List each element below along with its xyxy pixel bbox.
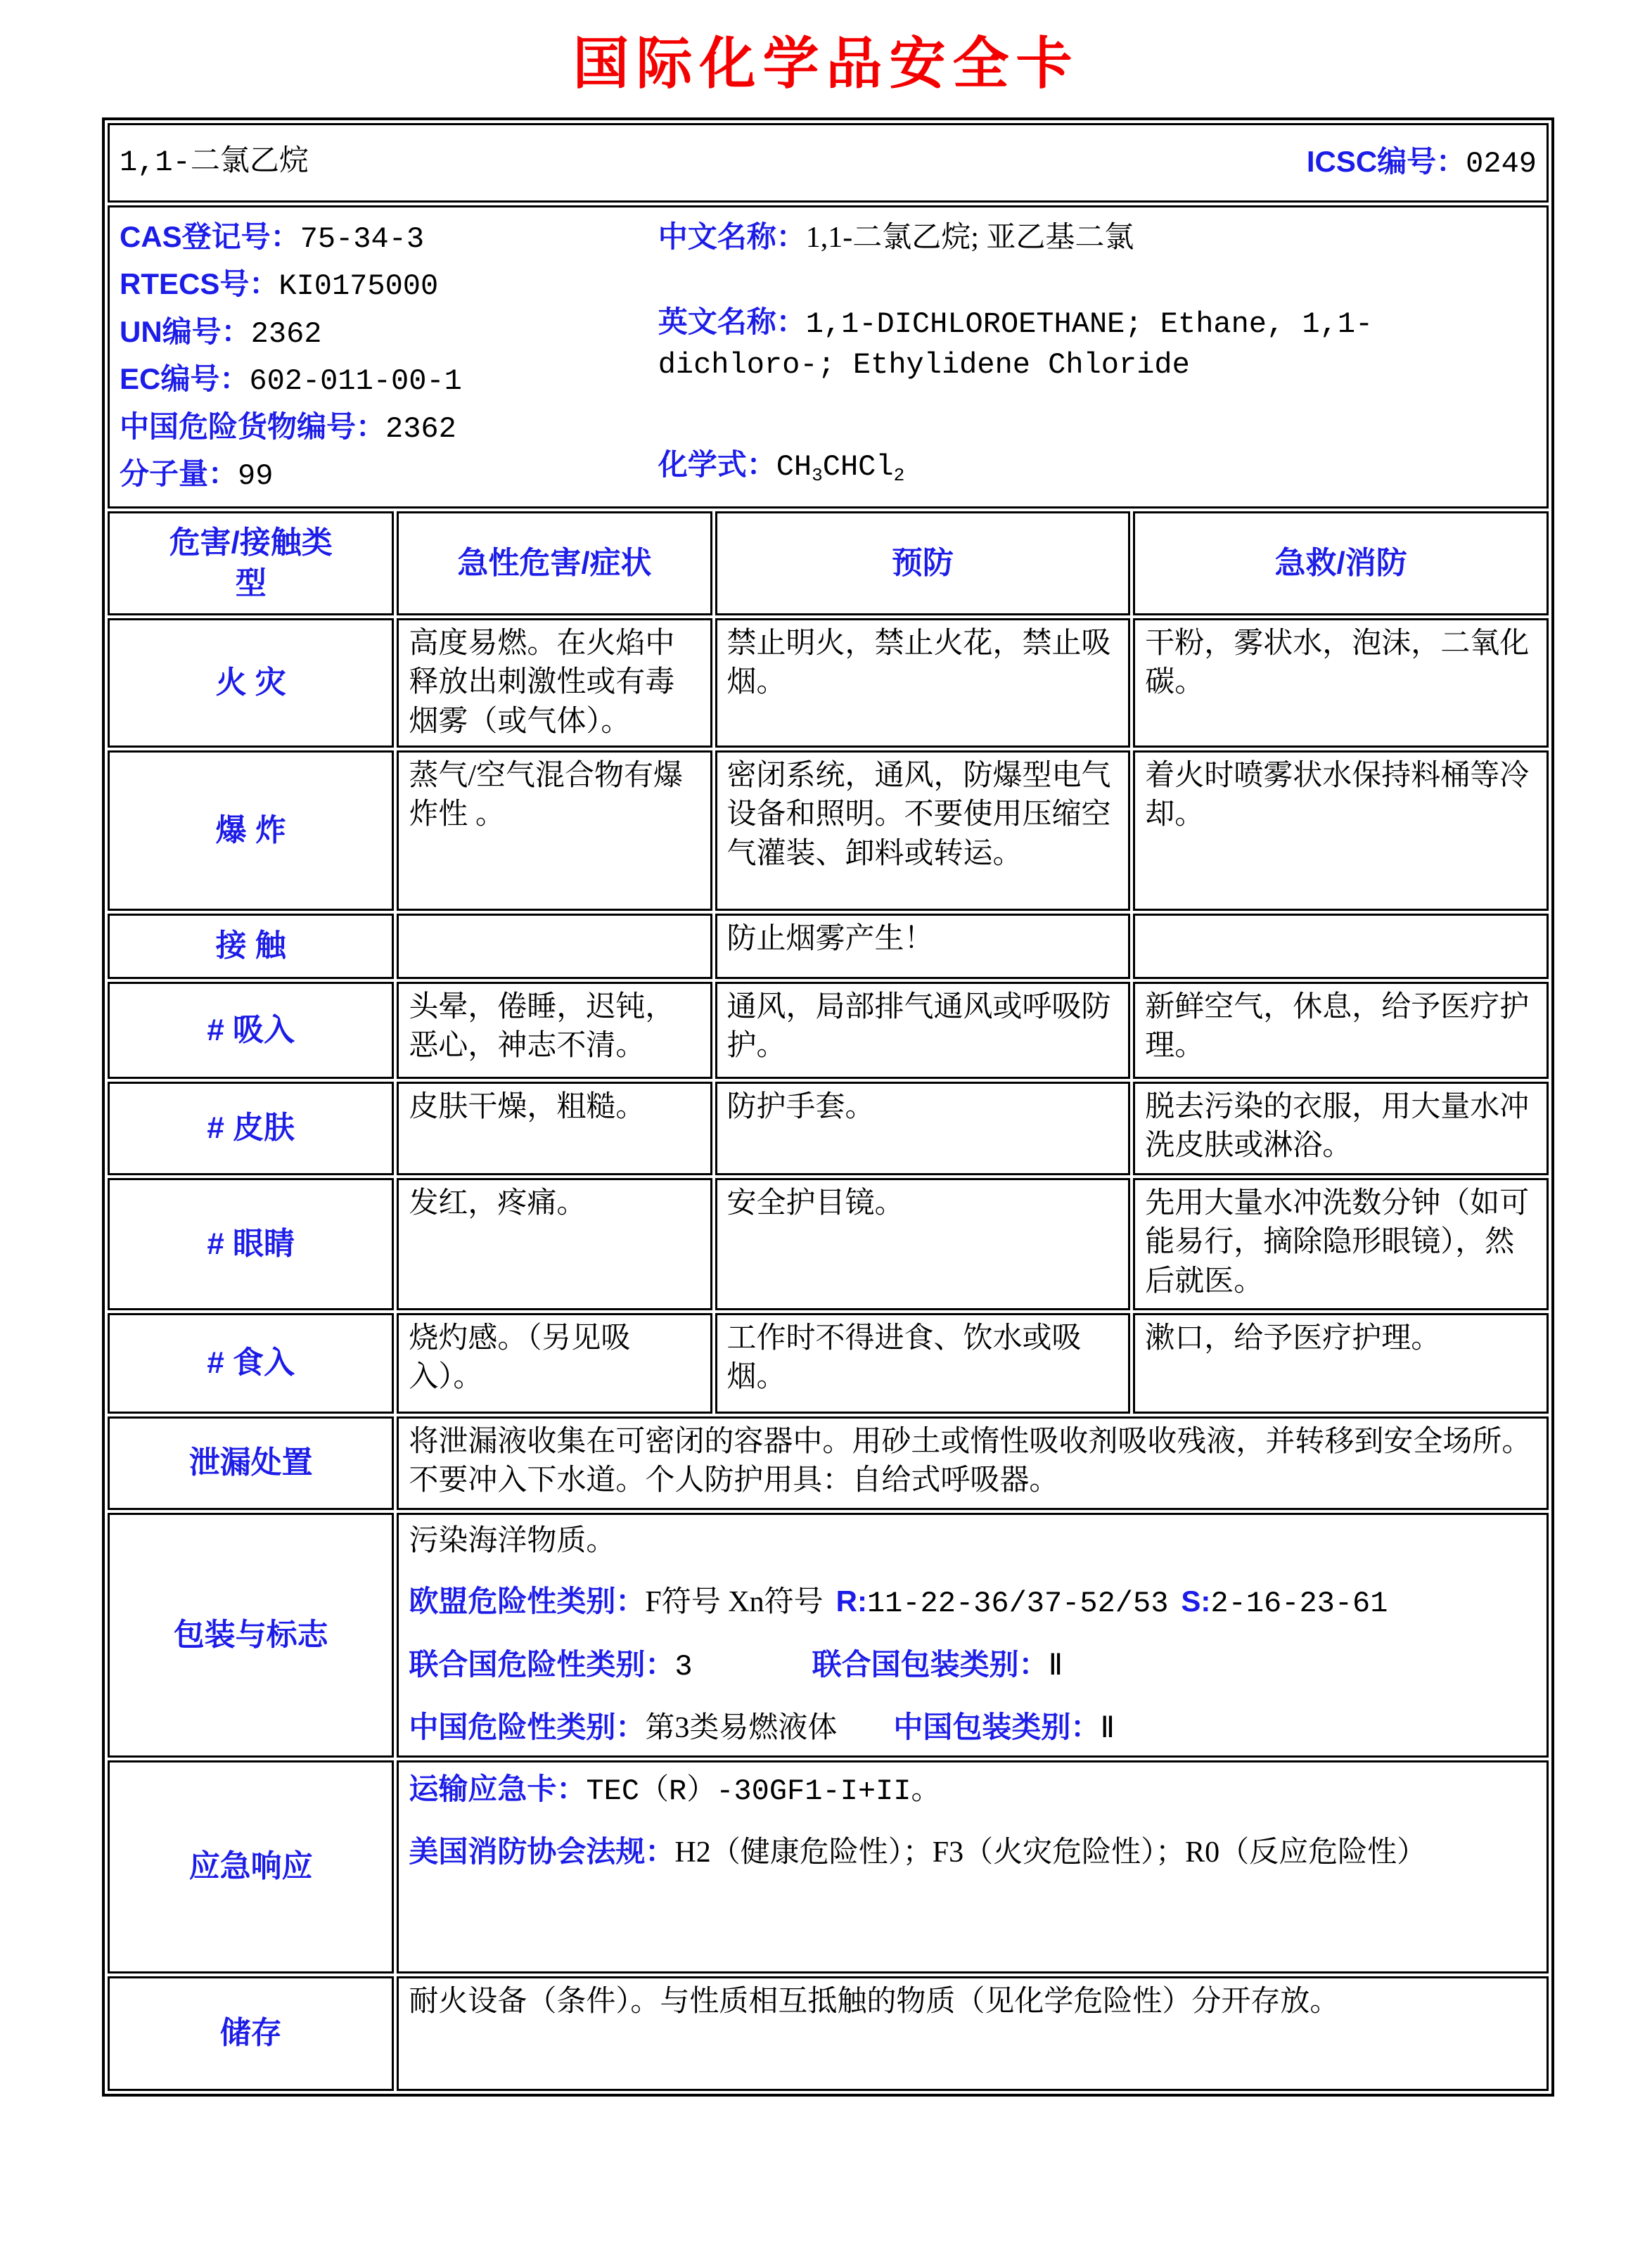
cn-pack-group-value: Ⅱ bbox=[1100, 1712, 1115, 1745]
contact-symptom-cell bbox=[397, 914, 712, 979]
skin-type-label: # 皮肤 bbox=[108, 1082, 394, 1175]
eu-r-phrases-value: 11-22-36/37-52/53 bbox=[866, 1587, 1169, 1621]
inhalation-type-label: # 吸入 bbox=[108, 982, 394, 1079]
inhalation-symptom-cell: 头晕，倦睡，迟钝，恶心，神志不清。 bbox=[397, 982, 712, 1079]
explosion-prevention-cell: 密闭系统，通风，防爆型电气设备和照明。不要使用压缩空气灌装、卸料或转运。 bbox=[715, 750, 1131, 911]
storage-text: 耐火设备（条件）。与性质相互抵触的物质（见化学危险性）分开存放。 bbox=[397, 1976, 1549, 2091]
un-hazard-class-label: 联合国危险性类别： bbox=[409, 1647, 675, 1681]
emergency-response-content bbox=[397, 1760, 1549, 1973]
molecular-weight bbox=[120, 454, 658, 496]
page-title: 国际化学品安全卡 bbox=[572, 30, 1080, 96]
hazard-row-eyes bbox=[108, 1178, 1549, 1310]
names-column bbox=[658, 212, 1537, 502]
cn-hazard-class-label: 中国危险性类别： bbox=[409, 1710, 646, 1744]
emergency-response-label: 应急响应 bbox=[108, 1760, 394, 1973]
identification-row bbox=[108, 205, 1549, 508]
identification-block bbox=[120, 212, 1537, 502]
chinese-name-label: 中文名称： bbox=[658, 220, 806, 253]
hazard-row-skin bbox=[108, 1082, 1549, 1175]
eyes-firstaid-cell: 先用大量水冲洗数分钟（如可能易行，摘除隐形眼镜），然后就医。 bbox=[1133, 1178, 1549, 1310]
ingestion-prevention-cell: 工作时不得进食、饮水或吸烟。 bbox=[715, 1313, 1131, 1414]
fire-symptom-cell: 高度易燃。在火焰中释放出刺激性或有毒烟雾（或气体）。 bbox=[397, 618, 712, 748]
cas-value: 75-34-3 bbox=[300, 222, 425, 256]
eu-s-phrases-label: S: bbox=[1181, 1585, 1211, 1618]
identification-cell bbox=[108, 205, 1549, 508]
contact-type-label: 接 触 bbox=[108, 914, 394, 979]
spill-disposal-row bbox=[108, 1416, 1549, 1510]
contact-prevention-cell: 防止烟雾产生！ bbox=[715, 914, 1131, 979]
spill-disposal-text: 将泄漏液收集在可密闭的容器中。用砂土或惰性吸收剂吸收残液，并转移到安全场所。不要冲入下水道。个人防护用具：自给式呼吸器。 bbox=[397, 1416, 1549, 1510]
substance-header-cell bbox=[108, 123, 1549, 203]
eyes-prevention-cell: 安全护目镜。 bbox=[715, 1178, 1131, 1310]
ec-value: 602-011-00-1 bbox=[249, 364, 462, 399]
molecular-weight-label: 分子量： bbox=[120, 457, 238, 491]
ec-number bbox=[120, 359, 658, 401]
eu-r-phrases-label: R: bbox=[835, 1585, 867, 1618]
chemical-formula-label: 化学式： bbox=[658, 448, 776, 482]
cn-class-line bbox=[409, 1708, 1537, 1748]
chemical-formula bbox=[658, 445, 1537, 487]
substance-header-bar bbox=[120, 142, 1537, 184]
cas-label: CAS登记号： bbox=[120, 220, 300, 253]
un-number bbox=[120, 312, 658, 354]
explosion-symptom-cell: 蒸气/空气混合物有爆炸性 。 bbox=[397, 750, 712, 911]
un-hazard-class-value: 3 bbox=[674, 1649, 693, 1684]
cn-pack-group-label: 中国包装类别： bbox=[893, 1710, 1101, 1744]
emergency-response-row bbox=[108, 1760, 1549, 1973]
inhalation-firstaid-cell: 新鲜空气，休息，给予医疗护理。 bbox=[1133, 982, 1549, 1079]
marine-pollutant-note: 污染海洋物质。 bbox=[409, 1524, 616, 1557]
hazard-row-ingestion bbox=[108, 1313, 1549, 1414]
english-name-label: 英文名称： bbox=[658, 305, 806, 339]
storage-label: 储存 bbox=[108, 1976, 394, 2091]
header-firstaid-fire: 急救/消防 bbox=[1133, 511, 1549, 615]
eu-s-phrases-value: 2-16-23-61 bbox=[1210, 1587, 1388, 1621]
header-hazard-type: 危害/接触类型 bbox=[108, 511, 394, 615]
inhalation-prevention-cell: 通风，局部排气通风或呼吸防护。 bbox=[715, 982, 1131, 1079]
china-dg-label: 中国危险货物编号： bbox=[120, 409, 386, 443]
china-dg-number bbox=[120, 407, 658, 449]
chinese-name bbox=[658, 217, 1537, 257]
un-pack-group-label: 联合国包装类别： bbox=[812, 1647, 1049, 1681]
contact-firstaid-cell bbox=[1133, 914, 1549, 979]
china-dg-value: 2362 bbox=[385, 411, 456, 446]
hazard-row-explosion bbox=[108, 750, 1549, 911]
fire-firstaid-cell: 干粉，雾状水，泡沫，二氧化碳。 bbox=[1133, 618, 1549, 748]
molecular-weight-value: 99 bbox=[238, 459, 274, 494]
explosion-type-label: 爆 炸 bbox=[108, 750, 394, 911]
header-prevention: 预防 bbox=[715, 511, 1131, 615]
icsc-value: 0249 bbox=[1466, 146, 1537, 181]
ingestion-firstaid-cell: 漱口，给予医疗护理。 bbox=[1133, 1313, 1549, 1414]
fire-type-label: 火 灾 bbox=[108, 618, 394, 748]
rtecs-number bbox=[120, 264, 658, 306]
eyes-symptom-cell: 发红，疼痛。 bbox=[397, 1178, 712, 1310]
eu-hazard-symbols: F符号 Xn符号 bbox=[645, 1586, 824, 1619]
icsc-card-table bbox=[102, 117, 1554, 2097]
chinese-name-value: 1,1-二氯乙烷; 亚乙基二氯 bbox=[805, 222, 1134, 254]
spill-disposal-label: 泄漏处置 bbox=[108, 1416, 394, 1510]
rtecs-value: KI0175000 bbox=[278, 269, 439, 304]
chemical-formula-value: CH3CHCl2 bbox=[776, 450, 905, 487]
un-label: UN编号： bbox=[120, 314, 251, 348]
tec-card-value: TEC（R）-30GF1-I+II。 bbox=[586, 1774, 941, 1808]
header-acute-symptoms: 急性危害/症状 bbox=[397, 511, 712, 615]
tec-card-label: 运输应急卡： bbox=[409, 1772, 587, 1805]
nfpa-code-value: H2（健康危险性）；F3（火灾危险性）；R0（反应危险性） bbox=[674, 1836, 1427, 1869]
nfpa-code-line bbox=[409, 1832, 1537, 1872]
un-value: 2362 bbox=[250, 316, 322, 351]
hazard-row-contact bbox=[108, 914, 1549, 979]
skin-firstaid-cell: 脱去污染的衣服，用大量水冲洗皮肤或淋浴。 bbox=[1133, 1082, 1549, 1175]
un-pack-group-value: Ⅱ bbox=[1048, 1649, 1063, 1682]
eyes-type-label: # 眼睛 bbox=[108, 1178, 394, 1310]
english-name-value: 1,1-DICHLOROETHANE; Ethane, 1,1-dichloro-; Ethylidene Chloride bbox=[658, 307, 1374, 382]
packaging-labelling-row bbox=[108, 1513, 1549, 1758]
hazard-row-inhalation bbox=[108, 982, 1549, 1079]
icsc-number-group bbox=[1307, 142, 1537, 184]
cn-hazard-class-value: 第3类易燃液体 bbox=[645, 1712, 838, 1745]
ingestion-type-label: # 食入 bbox=[108, 1313, 394, 1414]
nfpa-code-label: 美国消防协会法规： bbox=[409, 1835, 675, 1869]
eu-hazard-class-line bbox=[409, 1582, 1537, 1623]
tec-card-line bbox=[409, 1770, 1537, 1811]
hazard-row-fire bbox=[108, 618, 1549, 748]
rtecs-label: RTECS号： bbox=[120, 267, 279, 301]
un-class-line bbox=[409, 1645, 1537, 1687]
skin-prevention-cell: 防护手套。 bbox=[715, 1082, 1131, 1175]
hazard-header-row bbox=[108, 511, 1549, 615]
cas-number bbox=[120, 217, 658, 259]
packaging-labelling-label: 包装与标志 bbox=[108, 1513, 394, 1758]
substance-name: 1,1-二氯乙烷 bbox=[120, 145, 309, 179]
english-name bbox=[658, 302, 1537, 385]
ingestion-symptom-cell: 烧灼感。（另见吸入）。 bbox=[397, 1313, 712, 1414]
substance-header-row bbox=[108, 123, 1549, 203]
registry-numbers-column bbox=[120, 212, 658, 502]
icsc-label: ICSC编号： bbox=[1306, 144, 1466, 178]
skin-symptom-cell: 皮肤干燥，粗糙。 bbox=[397, 1082, 712, 1175]
eu-hazard-class-label: 欧盟危险性类别： bbox=[409, 1585, 646, 1618]
explosion-firstaid-cell: 着火时喷雾状水保持料桶等冷却。 bbox=[1133, 750, 1549, 911]
packaging-labelling-content bbox=[397, 1513, 1549, 1758]
fire-prevention-cell: 禁止明火，禁止火花，禁止吸烟。 bbox=[715, 618, 1131, 748]
storage-row bbox=[108, 1976, 1549, 2091]
ec-label: EC编号： bbox=[120, 362, 250, 396]
